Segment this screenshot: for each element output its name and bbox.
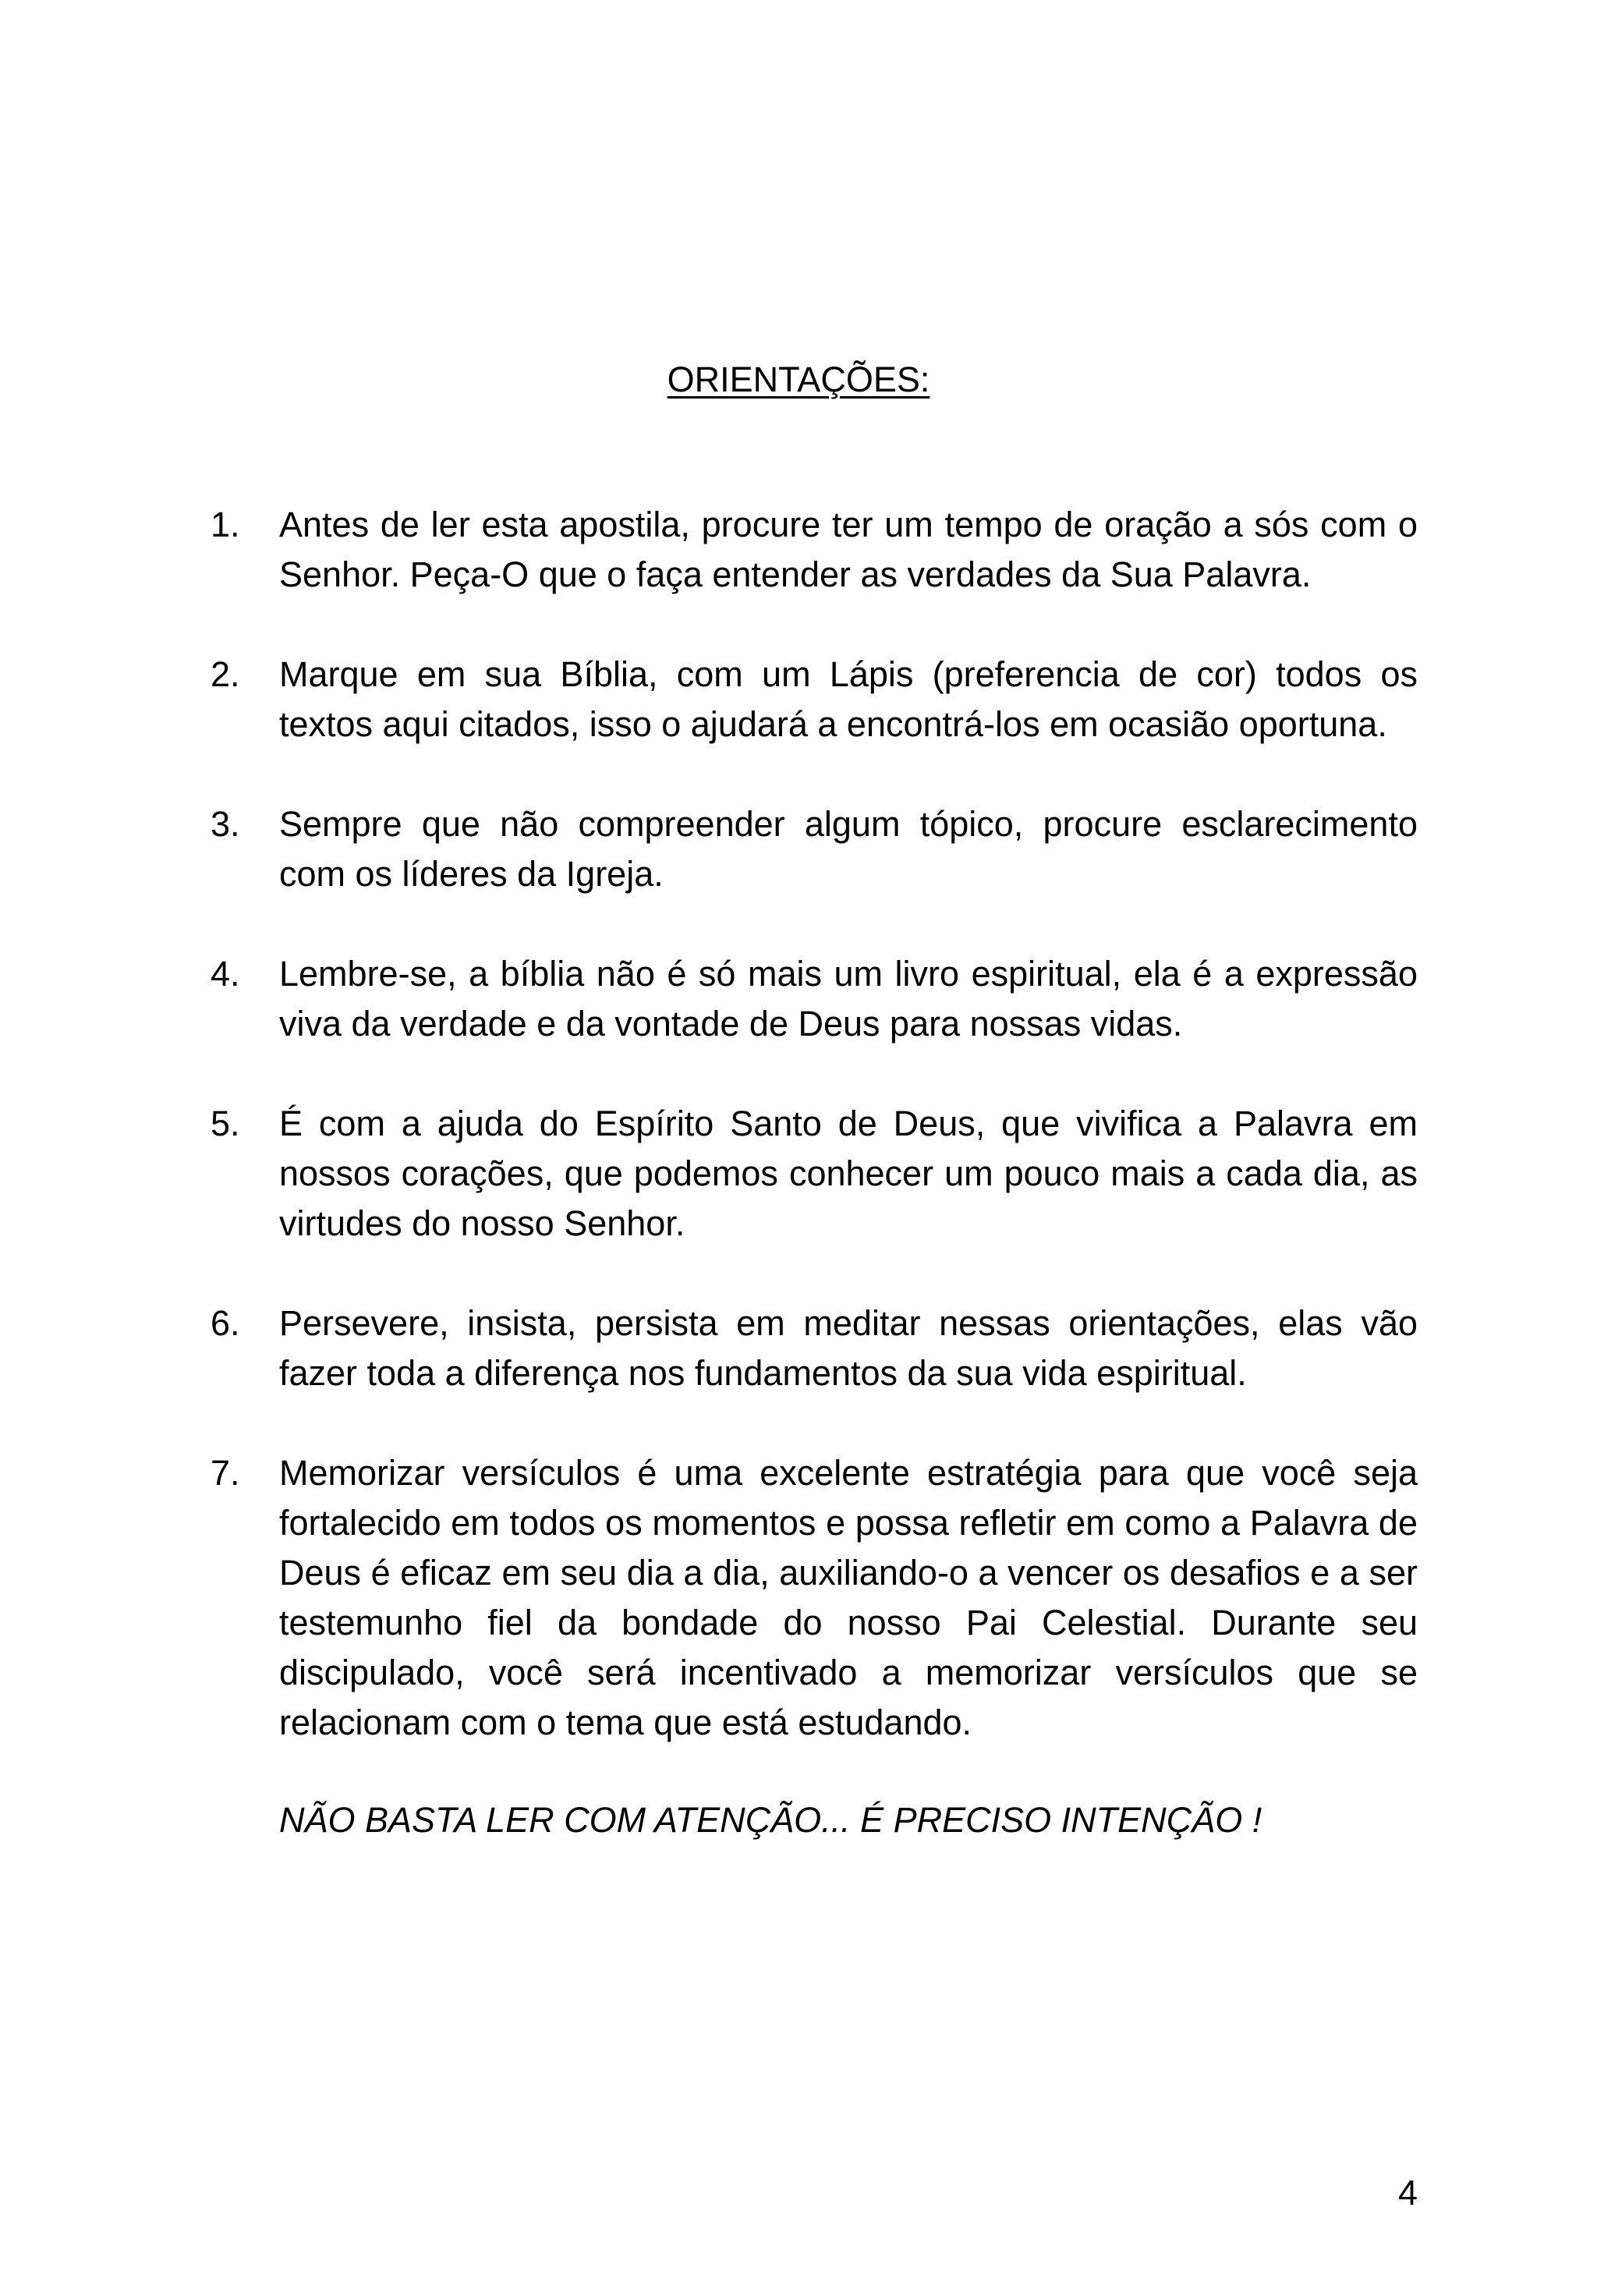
list-item-number: 2. [211, 654, 240, 694]
list-item-number: 5. [211, 1104, 240, 1143]
page-number: 4 [1397, 2173, 1418, 2213]
closing-statement: NÃO BASTA LER COM ATENÇÃO... É PRECISO INTENÇÃO ! [279, 1800, 1262, 1840]
list-item-text: Memorizar versículos é uma excelente estratégia para que você seja fortalecido em todos os momentos e possa refletir em como a Palavra de Deus é eficaz em seu dia a dia, auxiliando-o a vencer os desafios e a ser testemunho fiel da bondade do nosso Pai Celestial. Durante seu discipulado, você será incentivado a memorizar versículos que se relacionam com o tema que está estudando. [279, 1453, 1418, 1742]
list-item-number: 1. [211, 505, 240, 544]
list-item-text: Sempre que não compreender algum tópico, procure esclarecimento com os líderes da Igreja. [279, 804, 1418, 894]
list-item-text: Marque em sua Bíblia, com um Lápis (preferencia de cor) todos os textos aqui citados, isso o ajudará a encontrá-los em ocasião oportuna. [279, 654, 1418, 744]
guidelines-list [211, 500, 1418, 1798]
list-item [211, 500, 1418, 600]
list-item [211, 949, 1418, 1049]
list-item [211, 799, 1418, 899]
list-item [211, 650, 1418, 749]
list-item [211, 1099, 1418, 1249]
list-item-number: 3. [211, 804, 240, 844]
page-title-text: ORIENTAÇÕES: [667, 360, 930, 399]
list-item-text: É com a ajuda do Espírito Santo de Deus, que vivifica a Palavra em nossos corações, que podemos conhecer um pouco mais a cada dia, as virtudes do nosso Senhor. [279, 1104, 1418, 1243]
list-item-number: 7. [211, 1453, 240, 1493]
list-item-number: 6. [211, 1303, 240, 1343]
list-item-text: Persevere, insista, persista em meditar nessas orientações, elas vão fazer toda a diferença nos fundamentos da sua vida espiritual. [279, 1303, 1418, 1393]
page-title [0, 355, 1597, 405]
list-item [211, 1448, 1418, 1748]
list-item-text: Antes de ler esta apostila, procure ter um tempo de oração a sós com o Senhor. Peça-O que o faça entender as verdades da Sua Palavra. [279, 505, 1418, 594]
list-item [211, 1299, 1418, 1398]
list-item-number: 4. [211, 954, 240, 994]
list-item-text: Lembre-se, a bíblia não é só mais um livro espiritual, ela é a expressão viva da verdade e da vontade de Deus para nossas vidas. [279, 954, 1418, 1043]
